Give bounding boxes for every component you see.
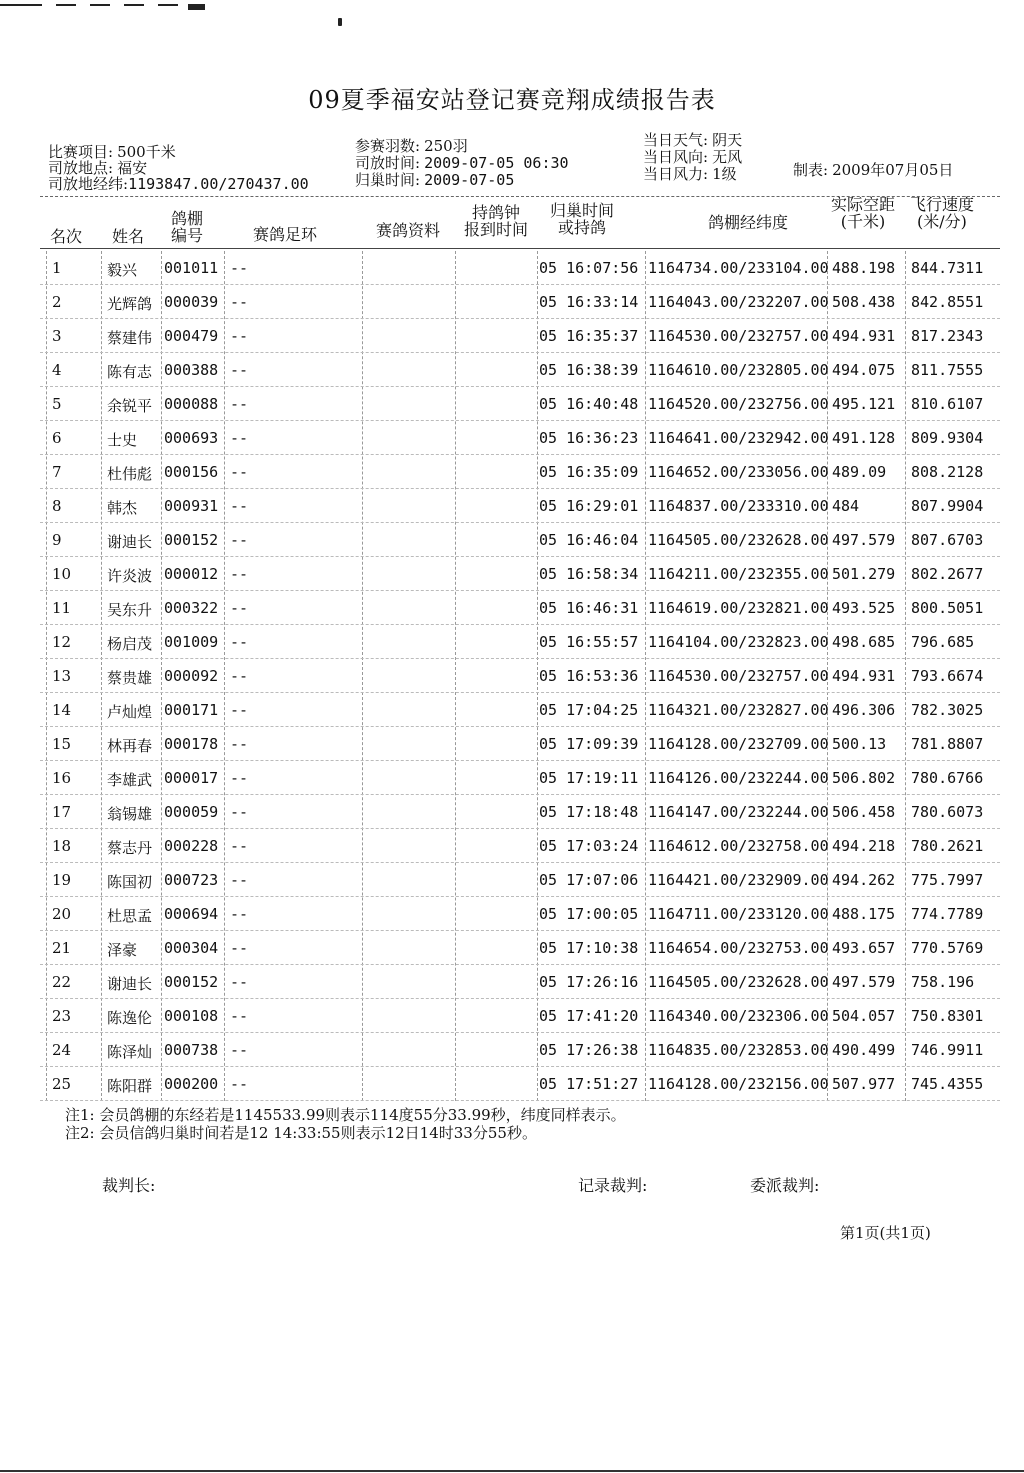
- cell-name: 余锐平: [107, 397, 153, 415]
- cell-coords: 1164340.00/232306.00: [648, 1007, 829, 1025]
- cell-coords: 1164043.00/232207.00: [648, 293, 829, 311]
- cell-ring: --: [230, 939, 249, 957]
- cell-ring: --: [230, 1041, 249, 1059]
- cell-ring: --: [230, 531, 249, 549]
- cell-coords: 1164652.00/233056.00: [648, 463, 829, 481]
- cell-loft: 000017: [164, 769, 219, 787]
- scan-bottom-edge: [0, 1470, 1024, 1472]
- cell-speed: 781.8807: [911, 735, 984, 753]
- cell-distance: 490.499: [832, 1041, 896, 1059]
- cell-arrival: 05 16:55:57: [539, 633, 639, 651]
- table-row: [40, 1067, 1000, 1101]
- cell-speed: 808.2128: [911, 463, 984, 481]
- cell-arrival: 05 17:10:38: [539, 939, 639, 957]
- cell-distance: 494.931: [832, 327, 896, 345]
- cell-speed: 758.196: [911, 973, 975, 991]
- cell-rank: 19: [52, 871, 72, 889]
- cell-rank: 22: [52, 973, 72, 991]
- cell-ring: --: [230, 293, 249, 311]
- cell-arrival: 05 17:03:24: [539, 837, 639, 855]
- table-row: [40, 251, 1000, 285]
- meta-release-time: 司放时间: 2009-07-05 06:30: [355, 154, 569, 172]
- table-row: [40, 693, 1000, 727]
- cell-name: 谢迪长: [107, 533, 153, 551]
- cell-rank: 12: [52, 633, 72, 651]
- cell-name: 陈逸伦: [107, 1009, 153, 1027]
- cell-rank: 24: [52, 1041, 72, 1059]
- assigned-judge-signature: 委派裁判:: [750, 1176, 820, 1195]
- cell-ring: --: [230, 327, 249, 345]
- cell-arrival: 05 16:35:37: [539, 327, 639, 345]
- meta-wind-direction: 当日风向: 无风: [643, 148, 743, 166]
- cell-loft: 000723: [164, 871, 219, 889]
- cell-rank: 1: [52, 259, 62, 277]
- cell-name: 吴东升: [107, 601, 153, 619]
- table-row: [40, 999, 1000, 1033]
- cell-rank: 4: [52, 361, 62, 379]
- cell-distance: 506.802: [832, 769, 896, 787]
- cell-speed: 842.8551: [911, 293, 984, 311]
- cell-loft: 000479: [164, 327, 219, 345]
- cell-loft: 001011: [164, 259, 219, 277]
- cell-speed: 802.2677: [911, 565, 984, 583]
- cell-coords: 1164711.00/233120.00: [648, 905, 829, 923]
- cell-distance: 488.198: [832, 259, 896, 277]
- cell-coords: 1164126.00/232244.00: [648, 769, 829, 787]
- table-row: [40, 795, 1000, 829]
- cell-speed: 817.2343: [911, 327, 984, 345]
- cell-rank: 2: [52, 293, 62, 311]
- page-number: 第1页(共1页): [840, 1224, 931, 1242]
- col-loft-no: 鸽棚 编号: [170, 209, 203, 245]
- footnote-2: 注2: 会员信鸽归巢时间若是12 14:33:55则表示12日14时33分55秒。: [65, 1124, 537, 1142]
- cell-coords: 1164147.00/232244.00: [648, 803, 829, 821]
- cell-speed: 844.7311: [911, 259, 984, 277]
- cell-arrival: 05 16:35:09: [539, 463, 639, 481]
- cell-ring: --: [230, 1075, 249, 1093]
- cell-rank: 6: [52, 429, 62, 447]
- cell-distance: 494.075: [832, 361, 896, 379]
- table-row: [40, 761, 1000, 795]
- cell-arrival: 05 17:41:20: [539, 1007, 639, 1025]
- col-distance: 实际空距 (千米): [830, 195, 895, 231]
- cell-loft: 000228: [164, 837, 219, 855]
- cell-arrival: 05 16:53:36: [539, 667, 639, 685]
- cell-speed: 796.685: [911, 633, 975, 651]
- cell-distance: 494.262: [832, 871, 896, 889]
- cell-distance: 501.279: [832, 565, 896, 583]
- cell-name: 泽豪: [107, 941, 138, 959]
- cell-name: 卢灿煌: [107, 703, 153, 721]
- footnotes: [65, 1106, 626, 1142]
- cell-name: 陈泽灿: [107, 1043, 153, 1061]
- cell-name: 陈有志: [107, 363, 153, 381]
- meta-release-coords: 司放地经纬:1193847.00/270437.00: [48, 175, 309, 193]
- cell-loft: 000931: [164, 497, 219, 515]
- results-table-body: [40, 251, 1000, 1101]
- cell-ring: --: [230, 871, 249, 889]
- cell-distance: 489.09: [832, 463, 887, 481]
- cell-loft: 000171: [164, 701, 219, 719]
- table-row: [40, 829, 1000, 863]
- col-coords: 鸽棚经纬度: [707, 213, 788, 232]
- cell-rank: 9: [52, 531, 62, 549]
- cell-ring: --: [230, 803, 249, 821]
- cell-speed: 745.4355: [911, 1075, 984, 1093]
- cell-coords: 1164619.00/232821.00: [648, 599, 829, 617]
- cell-arrival: 05 17:00:05: [539, 905, 639, 923]
- cell-rank: 3: [52, 327, 62, 345]
- cell-rank: 16: [52, 769, 72, 787]
- cell-name: 韩杰: [107, 499, 138, 517]
- cell-rank: 13: [52, 667, 72, 685]
- cell-loft: 000152: [164, 973, 219, 991]
- table-row: [40, 489, 1000, 523]
- table-row: [40, 931, 1000, 965]
- cell-arrival: 05 17:18:48: [539, 803, 639, 821]
- cell-distance: 493.657: [832, 939, 896, 957]
- cell-coords: 1164654.00/232753.00: [648, 939, 829, 957]
- cell-arrival: 05 17:26:38: [539, 1041, 639, 1059]
- cell-arrival: 05 16:38:39: [539, 361, 639, 379]
- scan-top-dashes: [0, 4, 205, 10]
- cell-speed: 782.3025: [911, 701, 984, 719]
- meta-weather: 当日天气: 阴天: [643, 131, 743, 149]
- table-row: [40, 897, 1000, 931]
- col-info: 赛鸽资料: [375, 221, 440, 240]
- cell-coords: 1164520.00/232756.00: [648, 395, 829, 413]
- cell-distance: 497.579: [832, 973, 896, 991]
- cell-coords: 1164421.00/232909.00: [648, 871, 829, 889]
- cell-arrival: 05 17:26:16: [539, 973, 639, 991]
- table-row: [40, 523, 1000, 557]
- cell-coords: 1164837.00/233310.00: [648, 497, 829, 515]
- cell-name: 许炎波: [107, 567, 153, 585]
- cell-coords: 1164530.00/232757.00: [648, 667, 829, 685]
- cell-arrival: 05 16:07:56: [539, 259, 639, 277]
- cell-rank: 11: [52, 599, 72, 617]
- cell-rank: 15: [52, 735, 72, 753]
- cell-name: 蔡建伟: [107, 329, 153, 347]
- cell-distance: 494.931: [832, 667, 896, 685]
- cell-loft: 000304: [164, 939, 219, 957]
- cell-speed: 780.2621: [911, 837, 984, 855]
- cell-coords: 1164321.00/232827.00: [648, 701, 829, 719]
- cell-loft: 000322: [164, 599, 219, 617]
- cell-speed: 807.9904: [911, 497, 984, 515]
- table-row: [40, 319, 1000, 353]
- cell-name: 毅兴: [107, 261, 138, 279]
- table-row: [40, 591, 1000, 625]
- cell-name: 陈阳群: [107, 1077, 153, 1095]
- cell-speed: 746.9911: [911, 1041, 984, 1059]
- table-row: [40, 285, 1000, 319]
- meta-entries: 参赛羽数: 250羽: [355, 137, 468, 155]
- cell-ring: --: [230, 735, 249, 753]
- table-row: [40, 455, 1000, 489]
- cell-distance: 496.306: [832, 701, 896, 719]
- cell-arrival: 05 16:58:34: [539, 565, 639, 583]
- col-rank: 名次: [49, 227, 82, 246]
- cell-name: 士史: [107, 431, 138, 449]
- cell-speed: 750.8301: [911, 1007, 984, 1025]
- table-row: [40, 727, 1000, 761]
- cell-loft: 000388: [164, 361, 219, 379]
- table-row: [40, 863, 1000, 897]
- cell-ring: --: [230, 497, 249, 515]
- cell-coords: 1164835.00/232853.00: [648, 1041, 829, 1059]
- cell-arrival: 05 16:29:01: [539, 497, 639, 515]
- record-judge-signature: 记录裁判:: [578, 1176, 648, 1195]
- cell-name: 林再春: [107, 737, 153, 755]
- cell-distance: 508.438: [832, 293, 896, 311]
- cell-name: 杨启茂: [107, 635, 153, 653]
- row-divider: [40, 1100, 1000, 1101]
- table-row: [40, 965, 1000, 999]
- cell-coords: 1164505.00/232628.00: [648, 531, 829, 549]
- cell-arrival: 05 17:19:11: [539, 769, 639, 787]
- cell-speed: 780.6073: [911, 803, 984, 821]
- cell-rank: 18: [52, 837, 72, 855]
- cell-ring: --: [230, 463, 249, 481]
- cell-name: 蔡志丹: [107, 839, 153, 857]
- cell-coords: 1164128.00/232156.00: [648, 1075, 829, 1093]
- cell-speed: 775.7997: [911, 871, 984, 889]
- cell-coords: 1164734.00/233104.00: [648, 259, 829, 277]
- table-row: [40, 659, 1000, 693]
- cell-loft: 000200: [164, 1075, 219, 1093]
- cell-distance: 494.218: [832, 837, 896, 855]
- cell-ring: --: [230, 395, 249, 413]
- cell-loft: 000156: [164, 463, 219, 481]
- cell-ring: --: [230, 837, 249, 855]
- cell-loft: 000738: [164, 1041, 219, 1059]
- cell-loft: 000039: [164, 293, 219, 311]
- cell-loft: 001009: [164, 633, 219, 651]
- cell-loft: 000178: [164, 735, 219, 753]
- cell-speed: 811.7555: [911, 361, 984, 379]
- cell-coords: 1164641.00/232942.00: [648, 429, 829, 447]
- table-row: [40, 1033, 1000, 1067]
- cell-speed: 774.7789: [911, 905, 984, 923]
- cell-arrival: 05 16:36:23: [539, 429, 639, 447]
- cell-ring: --: [230, 1007, 249, 1025]
- cell-rank: 21: [52, 939, 72, 957]
- cell-coords: 1164211.00/232355.00: [648, 565, 829, 583]
- col-speed: 飞行速度 (米/分): [909, 195, 974, 231]
- footnote-1: 注1: 会员鸽棚的东经若是1145533.99则表示114度55分33.99秒，纬度同样表示。: [65, 1106, 626, 1124]
- cell-distance: 493.525: [832, 599, 896, 617]
- table-row: [40, 421, 1000, 455]
- table-row: [40, 557, 1000, 591]
- cell-speed: 800.5051: [911, 599, 984, 617]
- cell-coords: 1164530.00/232757.00: [648, 327, 829, 345]
- cell-name: 翁锡雄: [107, 805, 153, 823]
- cell-speed: 810.6107: [911, 395, 984, 413]
- cell-arrival: 05 16:46:04: [539, 531, 639, 549]
- cell-distance: 484: [832, 497, 860, 515]
- cell-loft: 000059: [164, 803, 219, 821]
- cell-speed: 793.6674: [911, 667, 984, 685]
- table-header: [40, 196, 1000, 246]
- cell-distance: 497.579: [832, 531, 896, 549]
- cell-coords: 1164612.00/232758.00: [648, 837, 829, 855]
- meta-prepared-date: 制表: 2009年07月05日: [793, 161, 954, 179]
- cell-name: 杜思孟: [107, 907, 153, 925]
- cell-loft: 000108: [164, 1007, 219, 1025]
- cell-loft: 000152: [164, 531, 219, 549]
- cell-rank: 10: [52, 565, 72, 583]
- cell-ring: --: [230, 633, 249, 651]
- cell-name: 谢迪长: [107, 975, 153, 993]
- cell-rank: 7: [52, 463, 62, 481]
- cell-ring: --: [230, 769, 249, 787]
- cell-speed: 809.9304: [911, 429, 984, 447]
- cell-rank: 20: [52, 905, 72, 923]
- cell-arrival: 05 17:04:25: [539, 701, 639, 719]
- scan-speck: [338, 18, 342, 26]
- meta-release-place: 司放地点: 福安: [48, 159, 148, 177]
- cell-distance: 504.057: [832, 1007, 896, 1025]
- cell-coords: 1164128.00/232709.00: [648, 735, 829, 753]
- cell-ring: --: [230, 973, 249, 991]
- cell-loft: 000088: [164, 395, 219, 413]
- cell-rank: 8: [52, 497, 62, 515]
- cell-distance: 491.128: [832, 429, 896, 447]
- col-arrival: 归巢时间 或持鸽: [549, 201, 614, 237]
- cell-loft: 000694: [164, 905, 219, 923]
- cell-arrival: 05 17:07:06: [539, 871, 639, 889]
- table-row: [40, 353, 1000, 387]
- table-row: [40, 387, 1000, 421]
- cell-ring: --: [230, 905, 249, 923]
- cell-coords: 1164610.00/232805.00: [648, 361, 829, 379]
- cell-distance: 488.175: [832, 905, 896, 923]
- cell-distance: 507.977: [832, 1075, 896, 1093]
- cell-name: 陈国初: [107, 873, 153, 891]
- col-ring: 赛鸽足环: [252, 225, 317, 244]
- cell-ring: --: [230, 667, 249, 685]
- cell-distance: 495.121: [832, 395, 896, 413]
- cell-coords: 1164104.00/232823.00: [648, 633, 829, 651]
- chief-judge-signature: 裁判长:: [102, 1176, 156, 1195]
- cell-rank: 14: [52, 701, 72, 719]
- cell-loft: 000092: [164, 667, 219, 685]
- cell-arrival: 05 17:09:39: [539, 735, 639, 753]
- cell-speed: 770.5769: [911, 939, 984, 957]
- meta-wind-force: 当日风力: 1级: [643, 165, 737, 183]
- cell-ring: --: [230, 701, 249, 719]
- cell-ring: --: [230, 429, 249, 447]
- cell-speed: 807.6703: [911, 531, 984, 549]
- cell-arrival: 05 17:51:27: [539, 1075, 639, 1093]
- cell-arrival: 05 16:46:31: [539, 599, 639, 617]
- cell-name: 杜伟彪: [107, 465, 153, 483]
- meta-race-item: 比赛项目: 500千米: [48, 143, 176, 161]
- cell-ring: --: [230, 259, 249, 277]
- cell-distance: 500.13: [832, 735, 887, 753]
- cell-name: 李雄武: [107, 771, 153, 789]
- table-row: [40, 625, 1000, 659]
- report-title: 09夏季福安站登记赛竞翔成绩报告表: [308, 86, 716, 114]
- col-clock-time: 持鸽钟 报到时间: [463, 203, 528, 239]
- cell-name: 蔡贵雄: [107, 669, 153, 687]
- header-bottom-rule: [40, 248, 1000, 249]
- col-name: 姓名: [111, 227, 144, 246]
- cell-rank: 17: [52, 803, 72, 821]
- cell-loft: 000693: [164, 429, 219, 447]
- cell-coords: 1164505.00/232628.00: [648, 973, 829, 991]
- meta-return-time: 归巢时间: 2009-07-05: [355, 171, 515, 189]
- cell-arrival: 05 16:33:14: [539, 293, 639, 311]
- cell-rank: 25: [52, 1075, 72, 1093]
- cell-rank: 23: [52, 1007, 72, 1025]
- cell-ring: --: [230, 599, 249, 617]
- cell-speed: 780.6766: [911, 769, 984, 787]
- cell-ring: --: [230, 361, 249, 379]
- cell-rank: 5: [52, 395, 62, 413]
- cell-ring: --: [230, 565, 249, 583]
- cell-loft: 000012: [164, 565, 219, 583]
- cell-distance: 506.458: [832, 803, 896, 821]
- cell-name: 光辉鸽: [107, 295, 153, 313]
- cell-distance: 498.685: [832, 633, 896, 651]
- cell-arrival: 05 16:40:48: [539, 395, 639, 413]
